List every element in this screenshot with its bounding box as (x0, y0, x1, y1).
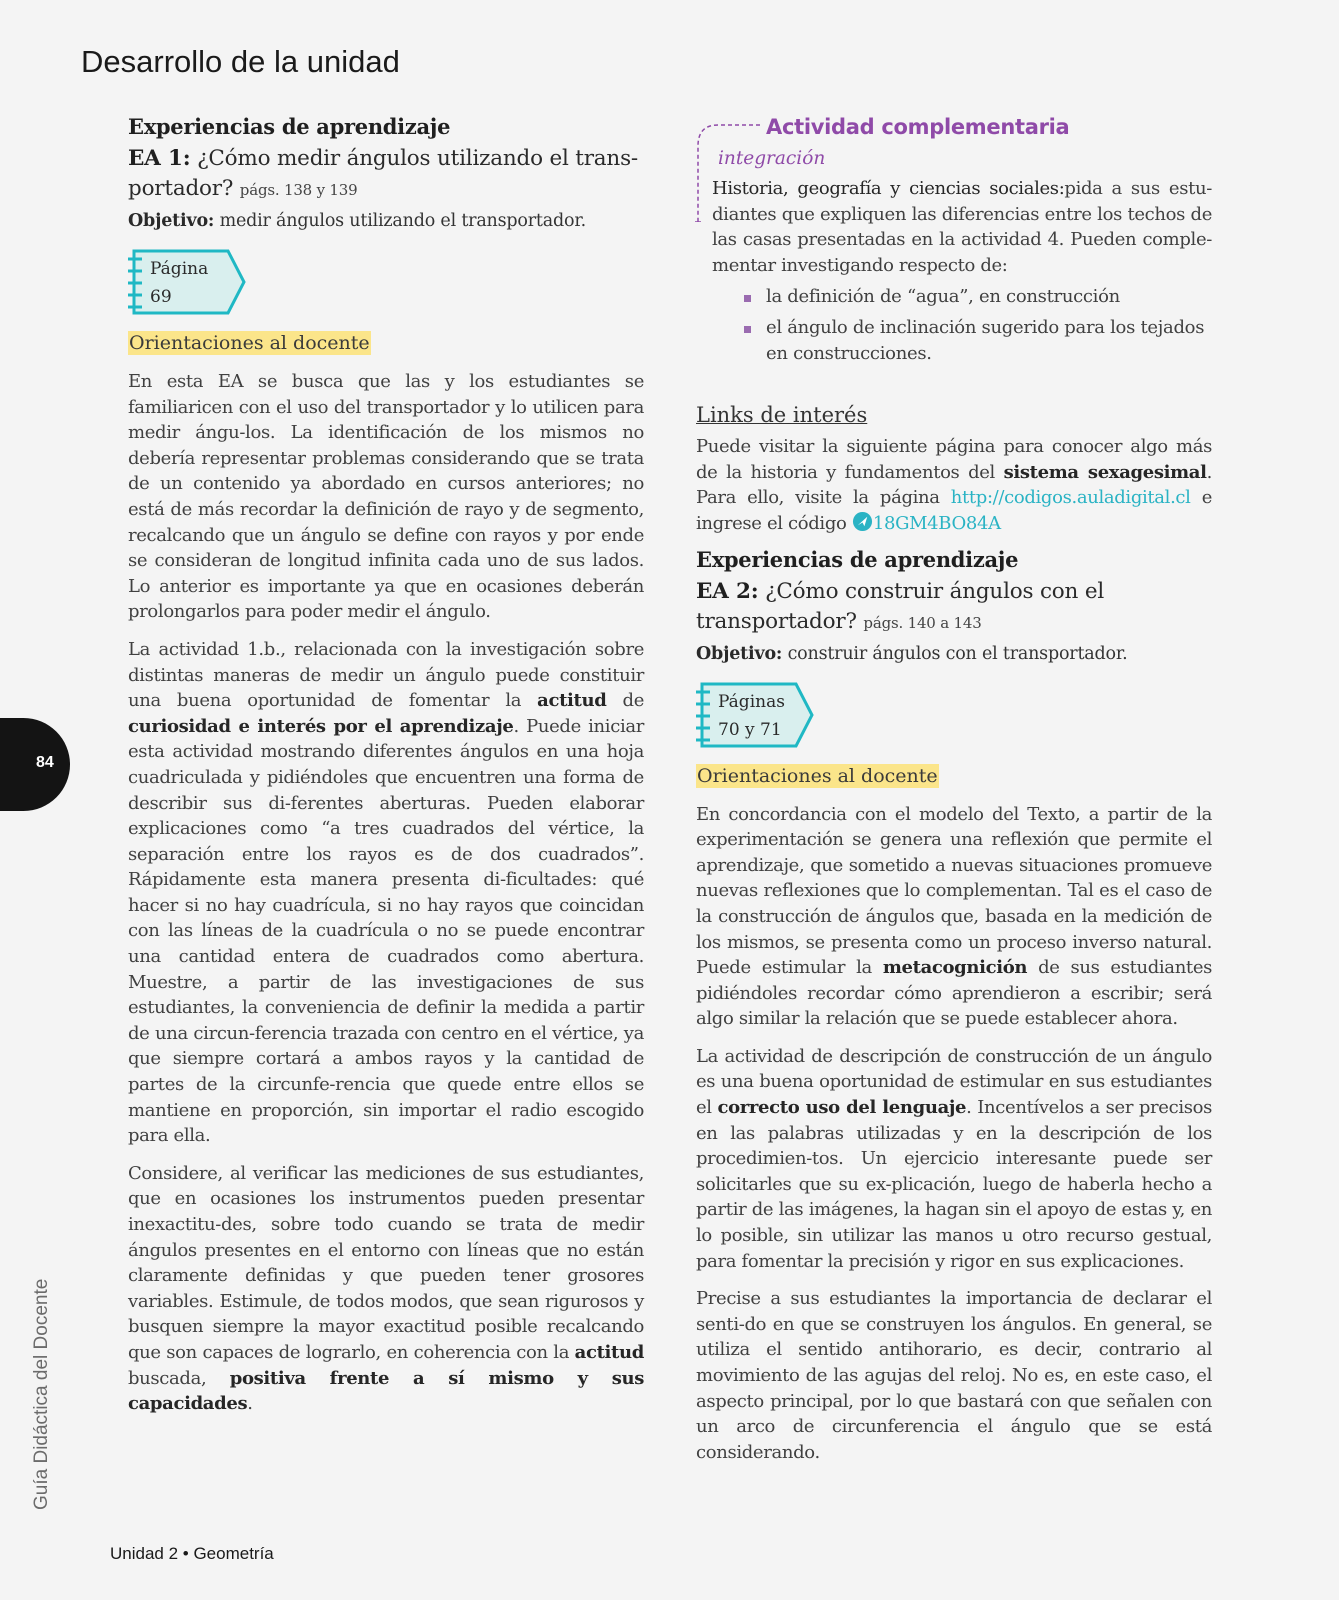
ea-title (128, 144, 644, 205)
list-item (744, 315, 1212, 366)
bullet-icon (744, 326, 751, 333)
bold-text: metacognición (882, 957, 1028, 979)
page-number-tab (0, 718, 70, 811)
ea-objective (696, 640, 1212, 668)
ea-pages: págs. 140 a 143 (863, 613, 982, 632)
list-item-text: la definición de “agua”, en construcción (766, 286, 1120, 308)
right-column (696, 112, 1212, 1465)
links-title: Links de interés (696, 403, 868, 428)
text: En concordancia con el modelo del Texto, a partir de la experimentación se genera una reflexión que permite el aprendizaje, que sometido a nuevas situaciones promueve nuevas reflexiones que lo complementan. Tal es el caso de la construcción de ángulos que, basada en la medición de los mismos, se presenta como un proceso inverso natural. Puede estimular la (696, 803, 1212, 979)
tag-label: Página (150, 259, 209, 279)
external-link[interactable]: http://codigos.auladigital.cl (950, 487, 1191, 509)
tag-label: Páginas (718, 691, 785, 712)
page-reference-tag (696, 682, 814, 748)
bullet-icon (744, 295, 751, 302)
paragraph: Precise a sus estudiantes la importancia de declarar el senti-do en que se construyen los ángulos. En general, se utiliza el sentido antihorario, es decir, contrario al movimiento de las agujas del reloj. No es, en este caso, el aspecto principal, por lo que bastará con que señalen con un arco de circunferencia el ángulo que se está considerando. (696, 1288, 1212, 1463)
tag-text (150, 255, 208, 311)
text: . Puede iniciar esta actividad mostrando diferentes ángulos en una hoja cuadriculada y pidiéndoles que encuentren una forma de describir sus di-ferentes aberturas. Pueden elaborar explicaciones como “a tres cuadrados del vértice, la separación entre los rayos es de dos cuadrados”. Rápidamente esta manera presenta di-ficultades: qué hacer si no hay cuadrícula, si no hay rayos que coincidan con las líneas de la cuadrícula o no se puede encontrar una cantidad entera de cuadrados como abertura. Muestre, a partir de las investigaciones de sus estudiantes, la conveniencia de definir la medida a partir de una circun-ferencia trazada con centro en el vértice, ya que siempre cortará a ambos rayos y la cantidad de partes de la circunfe-rencia que quede entre ellos se mantiene en proporción, sin importar el radio escogido para ella. (128, 715, 644, 1147)
objective-label: Objetivo: (128, 211, 215, 231)
ea-title-line1: ¿Cómo construir ángulos con el (765, 578, 1105, 604)
ea-objective (128, 207, 644, 235)
bullet-list (696, 284, 1212, 366)
bold-text: actitud (574, 1341, 644, 1363)
text: Considere, al verificar las mediciones de sus estudiantes, que en ocasiones los instrumentos pueden presentar inexactitu-des, sobre todo cuando se trata de medir ángulos presentes en el entorno con líneas que no están claramente definidas y que pueden tener grosores variables. Estimule, de todos modos, que sean rigurosos y busquen siempre la mayor exactitud posible recalcando que son capaces de lograrlo, en coherencia con la (128, 1162, 644, 1363)
complementary-activity (696, 112, 1212, 366)
activity-subtitle: integración (718, 148, 826, 169)
text: e ingrese el código (696, 487, 1212, 534)
text: buscada, (128, 1367, 230, 1389)
activity-text (712, 176, 1212, 278)
section-title: Experiencias de aprendizaje (696, 546, 1019, 572)
activity-lead: Historia, geografía y ciencias sociales: (712, 178, 1065, 199)
bracket-decoration (694, 122, 766, 222)
bold-text: curiosidad e interés por el aprendizaje (128, 715, 514, 737)
page-number: 84 (36, 754, 54, 771)
ea-pages: págs. 138 y 139 (239, 181, 358, 199)
ea-title (696, 577, 1212, 638)
list-item-text: el ángulo de inclinación sugerido para los tejados en construcciones. (766, 316, 1205, 364)
spine-text: Guía Didáctica del Docente (31, 1278, 52, 1510)
text: . Incentívelos a ser precisos en las palabras utilizadas y en la descripción de los procedimien-tos. Un ejercicio interesante puede ser solicitarles que su ex-plicación, luego de haberla hecho a partir de las imágenes, la hagan sin el apoyo de estas y, en lo posible, sin utilizar las manos u otro recurso gestual, para fomentar la precisión y rigor en sus explicaciones. (696, 1097, 1212, 1272)
left-column (128, 112, 644, 1417)
ea-title-line1: ¿Cómo medir ángulos utilizando el trans- (197, 146, 638, 171)
list-item (744, 284, 1212, 310)
orientations-title: Orientaciones al docente (129, 332, 370, 354)
text: La actividad 1.b., relacionada con la investigación sobre distintas maneras de medir un ángulo puede constituir una buena oportunidad de fomentar la (128, 638, 644, 712)
text: . Para ello, visite la página (696, 461, 1212, 509)
ea-title-line2: transportador? (696, 608, 857, 634)
paragraph (128, 637, 644, 1149)
tag-text (718, 688, 785, 744)
orientations-title: Orientaciones al docente (697, 764, 938, 787)
links-paragraph (696, 434, 1212, 536)
text: . (247, 1393, 253, 1415)
bold-text: correcto uso del lenguaje (717, 1097, 967, 1119)
tag-value: 70 y 71 (718, 719, 782, 740)
ea-title-line2: portador? (128, 176, 234, 201)
bold-text: sistema sexagesimal (1003, 461, 1207, 483)
paragraph (128, 1161, 644, 1417)
ea-code: EA 2: (696, 578, 759, 604)
paragraph: En esta EA se busca que las y los estudiantes se familiaricen con el uso del transportador y lo utilicen para medir ángu-los. La identificación de los mismos no debería representar problemas considerando que se trata de un contenido ya abordado en cursos anteriores; no está de más recordar la definición de rayo y de segmento, recalcando que un ángulo se define con rayos y por ende se consideran de longitud infinita cada uno de sus lados. Lo anterior es importante ya que en ocasiones deberán prolongarlos para poder medir el ángulo. (128, 371, 644, 623)
ea-code: EA 1: (128, 146, 191, 171)
access-code: 18GM4BO84A (872, 512, 1001, 534)
paragraph (696, 802, 1212, 1032)
arrow-code-icon (852, 511, 873, 532)
objective-text: construir ángulos con el transportador. (787, 643, 1128, 664)
text: de (606, 690, 644, 712)
tag-value: 69 (150, 287, 172, 307)
paragraph (696, 1044, 1212, 1274)
activity-title: Actividad complementaria (766, 115, 1070, 139)
objective-text: medir ángulos utilizando el transportador. (219, 211, 586, 231)
bold-text: positiva frente a sí mismo y sus capacidades (128, 1367, 644, 1415)
text: Puede visitar la siguiente página para conocer algo más de la historia y fundamentos del (696, 436, 1212, 483)
footer: Unidad 2 • Geometría (110, 1544, 274, 1563)
text: pida a sus estu-diantes que expliquen las diferencias entre los techos de las casas presentadas en la actividad 4. Pueden comple-mentar investigando respecto de: (712, 178, 1212, 276)
section-title: Experiencias de aprendizaje (128, 114, 451, 139)
page-reference-tag (128, 249, 246, 315)
text: de sus estudiantes pidiéndoles recordar cómo aprendieron a escribir; será algo similar la relación que se puede establecer ahora. (696, 957, 1213, 1030)
objective-label: Objetivo: (696, 643, 783, 664)
page-title: Desarrollo de la unidad (81, 44, 400, 79)
bold-text: actitud (537, 690, 607, 712)
text: La actividad de descripción de construcción de un ángulo es una buena oportunidad de estimular en sus estudiantes el (696, 1045, 1212, 1119)
